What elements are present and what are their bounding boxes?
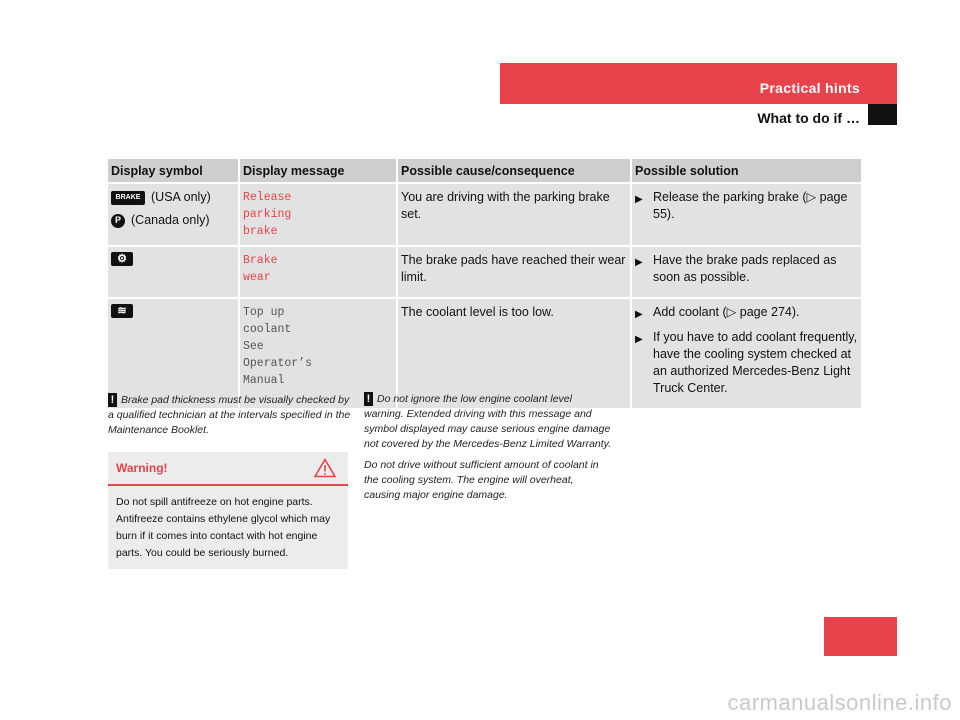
column-header-symbol: Display symbol <box>108 159 238 184</box>
page-subtitle: What to do if … <box>757 110 860 126</box>
solution-cell <box>630 299 861 410</box>
message-line: Release <box>243 191 292 204</box>
symbol-cell <box>108 184 238 247</box>
caution-icon: ! <box>108 393 117 407</box>
solution-text: Have the brake pads replaced as soon as possible. <box>653 253 837 284</box>
bullet-arrow-icon: ▶ <box>635 309 643 320</box>
bullet-arrow-icon: ▶ <box>635 194 643 205</box>
warning-triangle-icon <box>314 458 336 478</box>
message-line: brake <box>243 225 278 238</box>
column-header-message: Display message <box>238 159 396 184</box>
section-title: Practical hints <box>759 80 860 96</box>
symbol-label: (Canada only) <box>131 213 210 227</box>
coolant-level-icon: ≋ <box>111 304 133 318</box>
solution-cell <box>630 247 861 299</box>
cause-cell: You are driving with the parking brake set. <box>396 184 630 247</box>
message-line: parking <box>243 208 292 221</box>
message-line: wear <box>243 271 271 284</box>
message-line: Operator’s <box>243 357 313 370</box>
message-cell <box>238 247 396 299</box>
brake-pad-note <box>108 393 352 438</box>
message-line: Top up <box>243 306 285 319</box>
subtitle-marker <box>868 104 897 125</box>
solution-text: Add coolant (▷ page 274). <box>653 305 800 319</box>
warning-body: Do not spill antifreeze on hot engine parts. Antifreeze contains ethylene glycol which may burn if it comes into contact with hot engine parts. You could be seriously burned. <box>116 496 331 559</box>
solution-cell <box>630 184 861 247</box>
warning-title: Warning! <box>116 461 168 475</box>
column-header-solution: Possible solution <box>630 159 861 184</box>
message-line: coolant <box>243 323 292 336</box>
brake-pad-wear-icon: ⚙ <box>111 252 133 266</box>
parking-brake-icon: P <box>111 214 125 228</box>
column-header-cause: Possible cause/consequence <box>396 159 630 184</box>
coolant-note <box>364 392 612 503</box>
display-messages-table <box>108 159 861 410</box>
message-line: Manual <box>243 374 285 387</box>
watermark-text: carmanualsonline.info <box>727 690 952 715</box>
message-line: Brake <box>243 254 278 267</box>
cause-cell: The brake pads have reached their wear limit. <box>396 247 630 299</box>
cause-cell: The coolant level is too low. <box>396 299 630 410</box>
bullet-arrow-icon: ▶ <box>635 334 643 345</box>
note-text: Do not ignore the low engine coolant level warning. Extended driving with this message and symbol displayed may cause serious engine damage not covered by the Mercedes-Benz Limited Warranty. <box>364 393 612 450</box>
table-row <box>108 184 861 247</box>
note-text: Do not drive without sufficient amount of coolant in the cooling system. The engine will overheat, causing major engine damage. <box>364 459 599 501</box>
solution-text: Release the parking brake (▷ page 55). <box>653 190 848 221</box>
message-line: See <box>243 340 264 353</box>
symbol-cell <box>108 247 238 299</box>
solution-text: If you have to add coolant frequently, have the cooling system checked at an authorized Mercedes-Benz Light Truck Center. <box>653 330 858 395</box>
brake-warning-icon: BRAKE <box>111 191 145 205</box>
table-header-row <box>108 159 861 184</box>
note-text: Brake pad thickness must be visually checked by a qualified technician at the intervals specified in the Maintenance Booklet. <box>108 394 351 436</box>
message-cell <box>238 184 396 247</box>
page-number-box <box>824 617 897 656</box>
warning-header <box>108 452 348 486</box>
caution-icon: ! <box>364 392 373 406</box>
table-row <box>108 247 861 299</box>
warning-box <box>108 452 348 569</box>
page-number: 345 <box>898 624 924 641</box>
symbol-label: (USA only) <box>151 190 211 204</box>
bullet-arrow-icon: ▶ <box>635 257 643 268</box>
